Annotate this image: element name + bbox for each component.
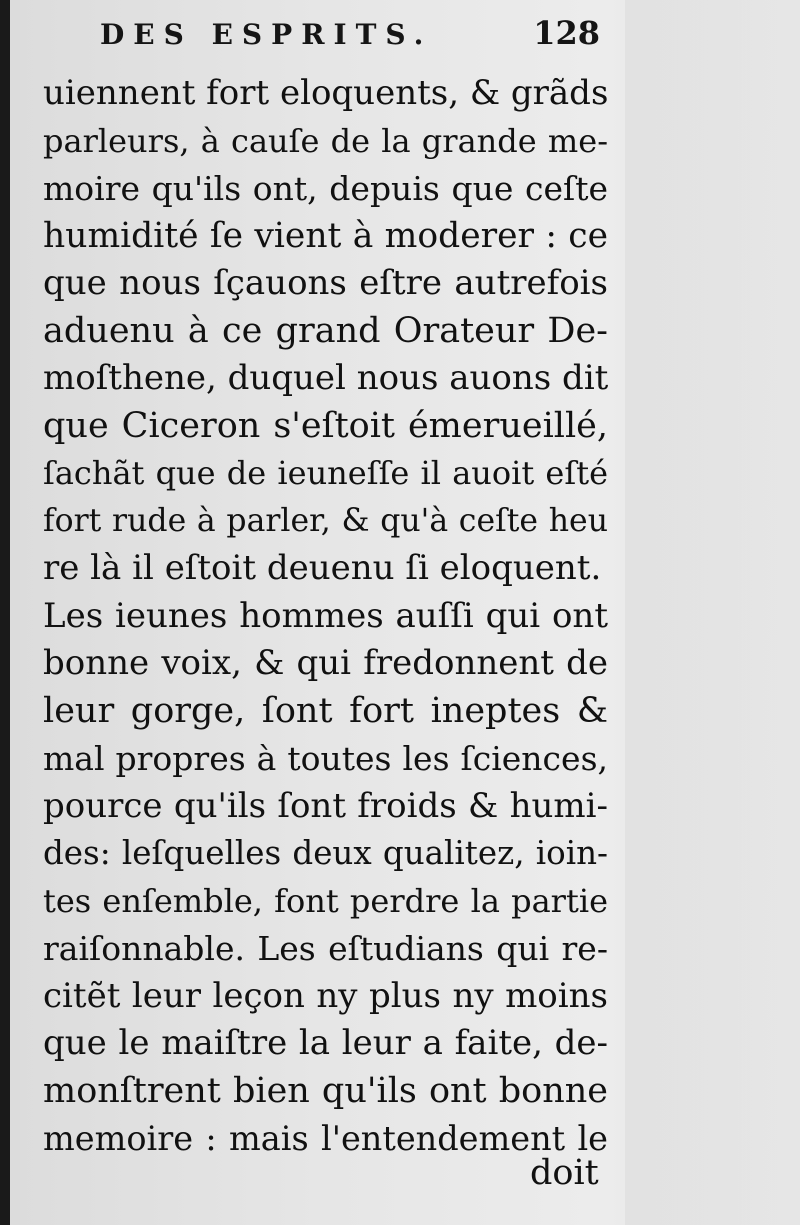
text-line: ſachãt que de ieuneſſe il auoit eſté (43, 454, 608, 492)
text-line: leur gorge, ſont fort ineptes & (43, 690, 608, 731)
text-line: pource qu'ils ſont froids & humi- (43, 785, 608, 826)
text-line: uiennent fort eloquents, & grãds (43, 73, 609, 113)
text-line: moire qu'ils ont, depuis que ceſte (43, 169, 608, 208)
text-line: aduenu à ce grand Orateur De- (43, 310, 608, 351)
text-line: tes enſemble, font perdre la partie (43, 881, 608, 920)
text-line: que nous ſçauons eſtre autrefois (43, 263, 608, 303)
text-line: re là il eſtoit deuenu ſi eloquent. (43, 548, 602, 588)
text-line: que le maiſtre la leur a faite, de- (43, 1023, 608, 1063)
catchword: doit (530, 1153, 599, 1193)
book-page (10, 0, 800, 1225)
text-line: fort rude à parler, & qu'à ceſte heu (43, 502, 608, 539)
text-line: memoire : mais l'entendement le (43, 1119, 608, 1158)
body-text (43, 70, 608, 1163)
page-header (100, 12, 600, 52)
page-number: 128 (533, 14, 600, 52)
text-line: parleurs, à cauſe de la grande me- (43, 121, 608, 160)
text-line: monſtrent bien qu'ils ont bonne (43, 1070, 608, 1111)
text-line: que Ciceron s'eſtoit émerueillé, (43, 405, 608, 446)
text-line: citẽt leur leçon ny plus ny moins (43, 975, 608, 1016)
running-head: DES ESPRITS. (100, 18, 433, 51)
text-line: raiſonnable. Les eſtudians qui re- (43, 929, 608, 968)
text-line: bonne voix, & qui fredonnent de (43, 643, 608, 683)
text-line: moſthene, duquel nous auons dit (43, 358, 609, 398)
text-line: Les ieunes hommes auſſi qui ont (43, 595, 608, 636)
text-line: humidité ſe vient à moderer : ce (43, 215, 608, 256)
text-line: mal propres à toutes les ſciences, (43, 739, 608, 778)
text-line: des: leſquelles deux qualitez, ioin- (43, 834, 608, 872)
